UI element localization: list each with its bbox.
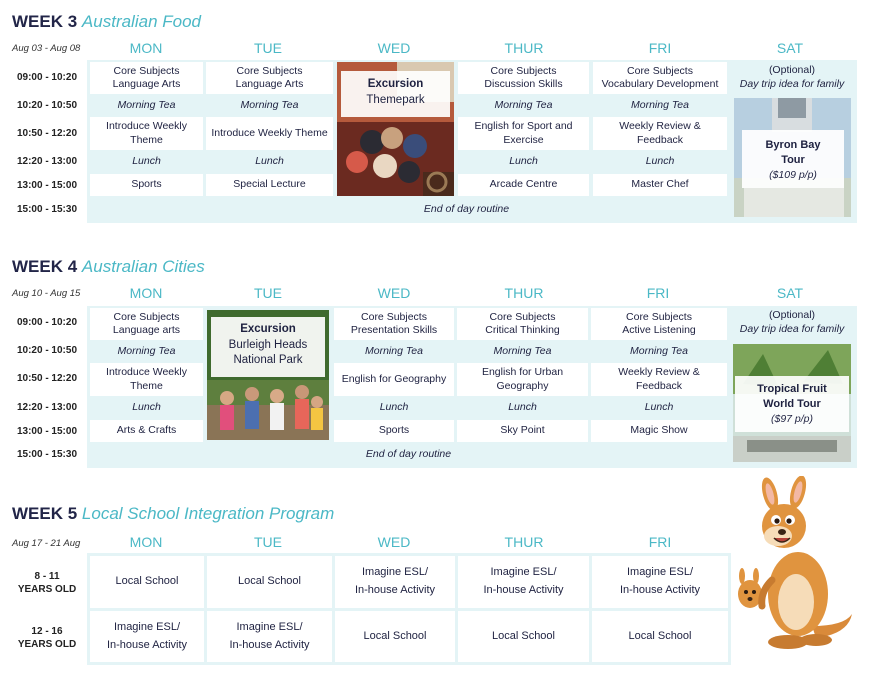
week3-time: 09:00 - 10:20 (16, 72, 78, 83)
week3-mon-slot5: Sports (90, 174, 203, 196)
week4-excursion-photo (207, 310, 329, 440)
week3-sat-note: (Optional) Day trip idea for family (739, 64, 845, 90)
week4-time: 13:00 - 15:00 (16, 426, 78, 437)
week4-fri-slot4: Lunch (644, 401, 674, 414)
week5-age-group: 8 - 11 YEARS OLD (17, 571, 77, 595)
week3-day-wed: WED (377, 40, 411, 56)
week3-dates: Aug 03 - Aug 08 (12, 43, 81, 54)
week3-excursion-label: Excursion Themepark (341, 71, 450, 117)
week3-time: 10:20 - 10:50 (16, 100, 78, 111)
week3-day-mon: MON (129, 40, 163, 56)
week4-time: 12:20 - 13:00 (16, 402, 78, 413)
week3-day-sat: SAT (776, 40, 804, 56)
week3-sat-tour-label: Byron Bay Tour ($109 p/p) (742, 130, 844, 188)
week3-time: 13:00 - 15:00 (16, 180, 78, 191)
week4-end-of-day: End of day routine (365, 448, 452, 461)
week3-day-fri: FRI (648, 40, 672, 56)
week3-thur-slot5: Arcade Centre (458, 174, 589, 196)
week4-fri-slot1: Core Subjects Active Listening (591, 308, 727, 340)
kangaroo-mascot (732, 476, 856, 656)
week4-mon-slot2: Morning Tea (117, 344, 176, 357)
week5-mon-row2: Imagine ESL/ In-house Activity (90, 611, 204, 662)
week4-dates: Aug 10 - Aug 15 (12, 288, 81, 299)
week3-time: 12:20 - 13:00 (16, 156, 78, 167)
week4-thur-slot5: Sky Point (457, 420, 588, 442)
week5-wed-row2: Local School (335, 611, 455, 662)
week5-thur-row2: Local School (458, 611, 589, 662)
week4-wed-slot5: Sports (334, 420, 454, 442)
week3-thur-slot4: Lunch (509, 155, 538, 168)
week4-day-fri: FRI (646, 285, 670, 301)
week3-sat-photo (734, 98, 851, 217)
week3-time: 15:00 - 15:30 (16, 204, 78, 215)
week4-mon-slot5: Arts & Crafts (90, 420, 203, 442)
week4-mon-slot3: Introduce Weekly Theme (90, 363, 203, 396)
week3-tue-slot2: Morning Tea (240, 98, 299, 111)
week5-title: WEEK 5 Local School Integration Program (12, 504, 335, 523)
week4-time: 09:00 - 10:20 (16, 317, 78, 328)
week3-fri-slot5: Master Chef (593, 174, 727, 196)
week3-time: 10:50 - 12:20 (16, 128, 78, 139)
week3-fri-slot1: Core Subjects Vocabulary Development (593, 62, 727, 94)
week3-thur-slot3: English for Sport and Exercise (458, 117, 589, 150)
week3-tue-slot3: Introduce Weekly Theme (206, 117, 333, 150)
week4-wed-slot1: Core Subjects Presentation Skills (334, 308, 454, 340)
week5-fri-row1: Imagine ESL/ In-house Activity (592, 556, 728, 608)
week5-day-wed: WED (377, 534, 411, 550)
week4-day-thur: THUR (504, 285, 544, 301)
week4-wed-slot4: Lunch (379, 401, 409, 414)
week3-excursion-photo (337, 62, 454, 196)
week3-thur-slot1: Core Subjects Discussion Skills (458, 62, 589, 94)
week4-fri-slot5: Magic Show (591, 420, 727, 442)
week5-tue-row2: Imagine ESL/ In-house Activity (207, 611, 332, 662)
week3-mon-slot4: Lunch (132, 155, 161, 168)
week4-excursion-label: Excursion Burleigh Heads National Park (211, 317, 325, 377)
week3-fri-slot3: Weekly Review & Feedback (593, 117, 727, 150)
week4-day-sat: SAT (776, 285, 804, 301)
week4-thur-slot3: English for Urban Geography (457, 363, 588, 396)
week4-wed-slot3: English for Geography (334, 363, 454, 396)
week4-title: WEEK 4 Australian Cities (12, 257, 205, 276)
week3-tue-slot1: Core Subjects Language Arts (206, 62, 333, 94)
week4-fri-slot2: Morning Tea (630, 344, 688, 357)
week3-title: WEEK 3 Australian Food (12, 12, 201, 31)
week5-day-mon: MON (129, 534, 163, 550)
week3-day-thur: THUR (504, 40, 544, 56)
week3-tue-slot5: Special Lecture (206, 174, 333, 196)
week5-dates: Aug 17 - 21 Aug (12, 538, 81, 549)
week4-mon-slot4: Lunch (132, 401, 161, 414)
kangaroo-icon (732, 476, 856, 656)
week4-day-wed: WED (377, 285, 411, 301)
week5-wed-row1: Imagine ESL/ In-house Activity (335, 556, 455, 608)
week4-wed-slot2: Morning Tea (365, 344, 423, 357)
week4-day-tue: TUE (254, 285, 282, 301)
week5-day-fri: FRI (648, 534, 672, 550)
week3-mon-slot3: Introduce Weekly Theme (90, 117, 203, 150)
week3-fri-slot4: Lunch (645, 155, 675, 168)
week5-fri-row2: Local School (592, 611, 728, 662)
week3-mon-slot1: Core Subjects Language Arts (90, 62, 203, 94)
week3-end-of-day: End of day routine (423, 203, 510, 216)
week5-thur-row1: Imagine ESL/ In-house Activity (458, 556, 589, 608)
week5-age-group: 12 - 16 YEARS OLD (17, 626, 77, 650)
week4-thur-slot4: Lunch (508, 401, 537, 414)
week4-sat-photo (733, 344, 851, 462)
week4-thur-slot1: Core Subjects Critical Thinking (457, 308, 588, 340)
week3-day-tue: TUE (254, 40, 282, 56)
week4-sat-tour-label: Tropical Fruit World Tour ($97 p/p) (735, 376, 849, 432)
week5-tue-row1: Local School (207, 556, 332, 608)
week4-time: 10:50 - 12:20 (16, 373, 78, 384)
week3-mon-slot2: Morning Tea (117, 98, 176, 111)
week4-thur-slot2: Morning Tea (493, 344, 552, 357)
week5-day-tue: TUE (254, 534, 282, 550)
week4-mon-slot1: Core Subjects Language arts (90, 308, 203, 340)
week4-time: 10:20 - 10:50 (16, 345, 78, 356)
week3-tue-slot4: Lunch (255, 155, 284, 168)
week3-thur-slot2: Morning Tea (494, 98, 553, 111)
week4-fri-slot3: Weekly Review & Feedback (591, 363, 727, 396)
week4-sat-note: (Optional) Day trip idea for family (739, 309, 845, 335)
week5-day-thur: THUR (504, 534, 544, 550)
week5-mon-row1: Local School (90, 556, 204, 608)
week4-time: 15:00 - 15:30 (16, 449, 78, 460)
week4-day-mon: MON (129, 285, 163, 301)
week3-fri-slot2: Morning Tea (631, 98, 689, 111)
